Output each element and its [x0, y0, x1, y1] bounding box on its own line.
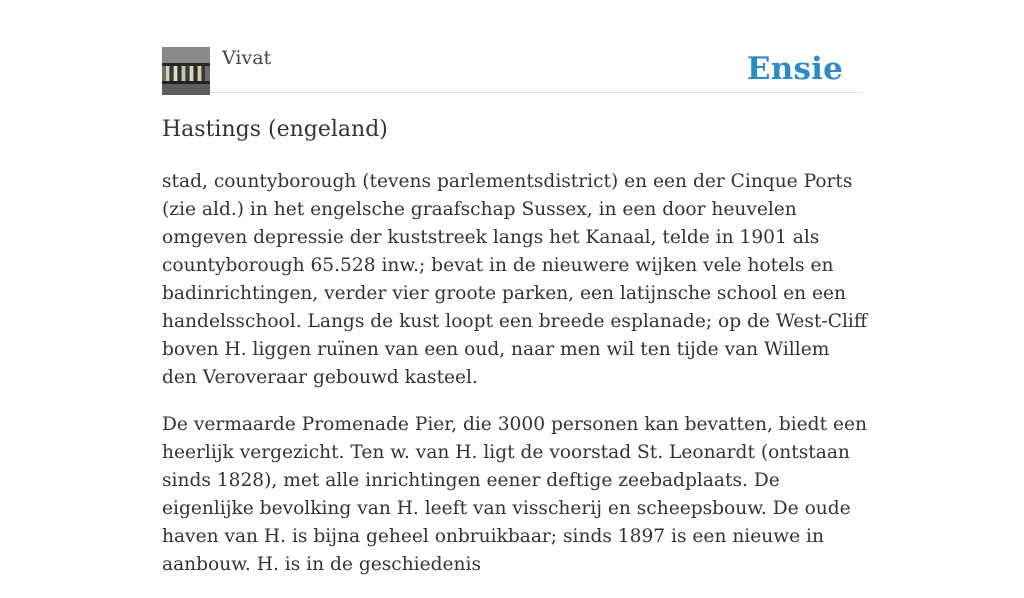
article-title: Hastings (engeland): [162, 117, 388, 142]
author-name-link[interactable]: Vivat: [222, 47, 272, 69]
article-body: [162, 168, 868, 598]
article-paragraph: De vermaarde Promenade Pier, die 3000 personen kan bevatten, biedt een heerlijk vergezicht. Ten w. van H. ligt de voorstad St. Leonardt (ontstaan sinds 1828), met alle inrichtingen eener deftige zeebadplaats. De eigenlijke bevolking van H. leeft van visscherij en scheepsbouw. De oude haven van H. is bijna geheel onbruikbaar; sinds 1897 is een nieuwe in aanbouw. H. is in de geschiedenis: [162, 414, 867, 575]
brand-logo[interactable]: Ensie: [746, 51, 843, 87]
bookshelf-avatar-icon: [162, 47, 210, 95]
site-header: [162, 46, 862, 93]
article-paragraph: stad, countyborough (tevens parlementsdistrict) en een der Cinque Ports (zie ald.) in het engelsche graafschap Sussex, in een door heuvelen omgeven depressie der kuststreek langs het Kanaal, telde in 1901 als countyborough 65.528 inw.; bevat in de nieuwere wijken vele hotels en badinrichtingen, verder vier groote parken, een latijnsche school en een handelsschool. Langs de kust loopt een breede esplanade; op de West-Cliff boven H. liggen ruïnen van een oud, naar men wil ten tijde van Willem den Veroveraar gebouwd kasteel.: [162, 171, 868, 388]
author-avatar[interactable]: [162, 47, 210, 95]
